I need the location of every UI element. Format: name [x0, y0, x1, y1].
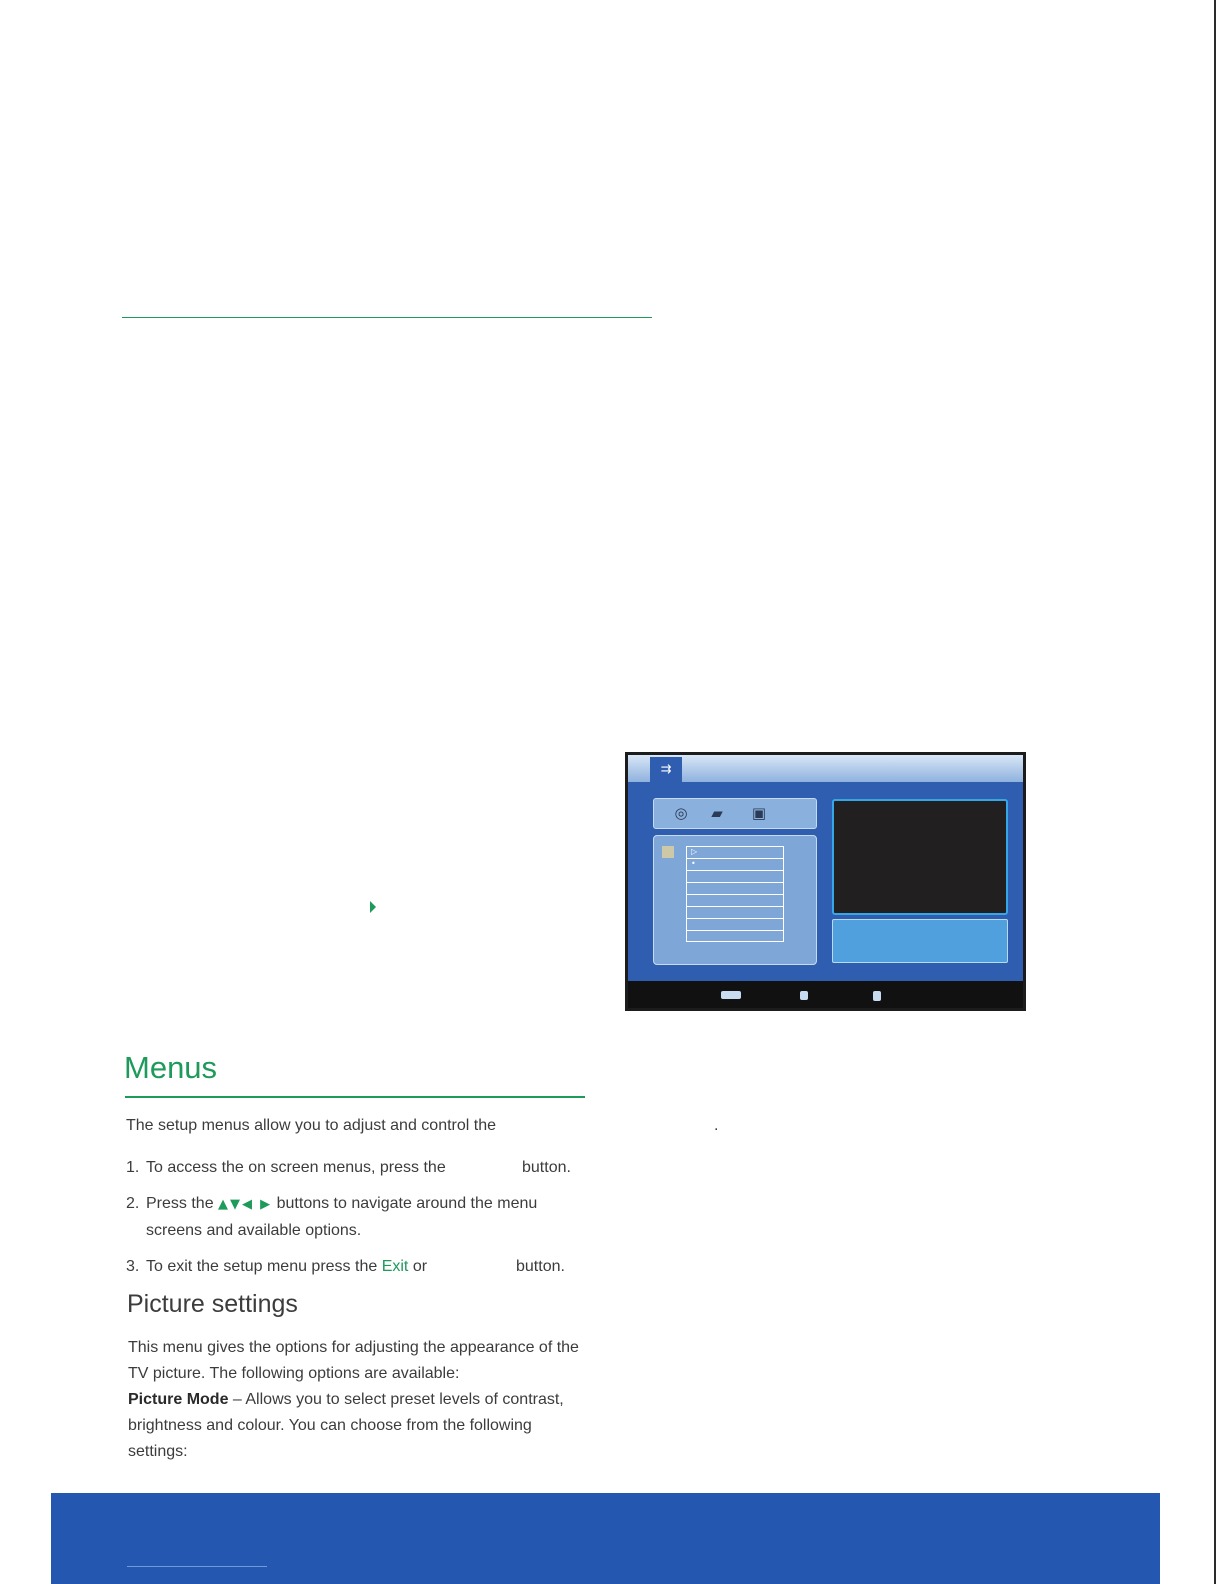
step-text: buttons to navigate around the menu screens and available options. — [146, 1195, 538, 1239]
footer-link[interactable] — [127, 1566, 267, 1567]
input-source-icon: ⇉ — [650, 757, 682, 782]
section-heading-picture-settings: Picture settings — [127, 1290, 298, 1318]
picture-settings-text — [128, 1335, 588, 1465]
navigation-arrows-icon: ▲▼◀ ▶ — [218, 1197, 273, 1212]
play-arrow-icon: ▷ — [691, 847, 698, 856]
exit-key-label: Exit — [381, 1258, 409, 1275]
step-number: 1. — [126, 1159, 140, 1176]
menus-intro — [126, 1113, 726, 1139]
tv-preview-window — [832, 799, 1008, 915]
list-item — [686, 858, 784, 870]
step-body — [146, 1191, 586, 1244]
film-clapper-icon: ▰ — [711, 804, 723, 822]
footer-band — [51, 1493, 1160, 1584]
list-item — [686, 930, 784, 942]
page-edge — [1214, 0, 1216, 1584]
step-prefix: Press the — [146, 1195, 214, 1212]
tv-category-bar — [653, 798, 817, 829]
step-suffix: button. — [522, 1159, 571, 1176]
picture-mode-label: Picture Mode — [128, 1391, 229, 1408]
menu-key-icon — [721, 991, 741, 999]
step-suffix: button. — [516, 1258, 565, 1275]
tv-menu-illustration — [625, 752, 1026, 1011]
list-item — [686, 894, 784, 906]
top-divider — [122, 317, 652, 318]
tv-menu-footer — [628, 981, 1023, 1008]
bullet-icon: • — [691, 859, 696, 868]
tv-menu-header — [628, 755, 1023, 782]
ok-key-icon — [800, 991, 808, 1000]
menus-step-1 — [126, 1155, 596, 1181]
picture-settings-intro: This menu gives the options for adjusting the appearance of the TV picture. The following options are available: — [128, 1339, 579, 1382]
step-number: 3. — [126, 1258, 140, 1275]
tv-option-rows — [686, 846, 784, 942]
step-text: To access the on screen menus, press the — [146, 1159, 446, 1176]
section-heading-menus: Menus — [124, 1050, 218, 1085]
right-arrow-icon — [370, 901, 376, 913]
photo-camera-icon: ▣ — [751, 804, 767, 822]
list-item — [686, 846, 784, 858]
settings-disc-icon: ◎ — [674, 804, 688, 822]
menus-intro-text: The setup menus allow you to adjust and control the — [126, 1117, 496, 1134]
step-text: To exit the setup menu press the — [146, 1258, 378, 1275]
updown-key-icon — [873, 991, 881, 1001]
list-item — [686, 906, 784, 918]
menus-step-3 — [126, 1254, 596, 1280]
menus-intro-end: . — [714, 1117, 719, 1134]
menus-step-2 — [126, 1191, 596, 1243]
tv-info-panel — [832, 919, 1008, 963]
step-number: 2. — [126, 1195, 140, 1212]
tv-menu-screen — [628, 755, 1023, 981]
list-item — [686, 918, 784, 930]
heading-underline — [125, 1096, 585, 1098]
tv-option-list — [653, 835, 817, 965]
list-item — [686, 870, 784, 882]
step-mid: or — [412, 1258, 428, 1275]
list-selection-swatch — [662, 846, 674, 858]
list-item — [686, 882, 784, 894]
picture-mode-description: – Allows you to select preset levels of contrast, brightness and colour. You can choose from the following settings: — [128, 1391, 564, 1460]
